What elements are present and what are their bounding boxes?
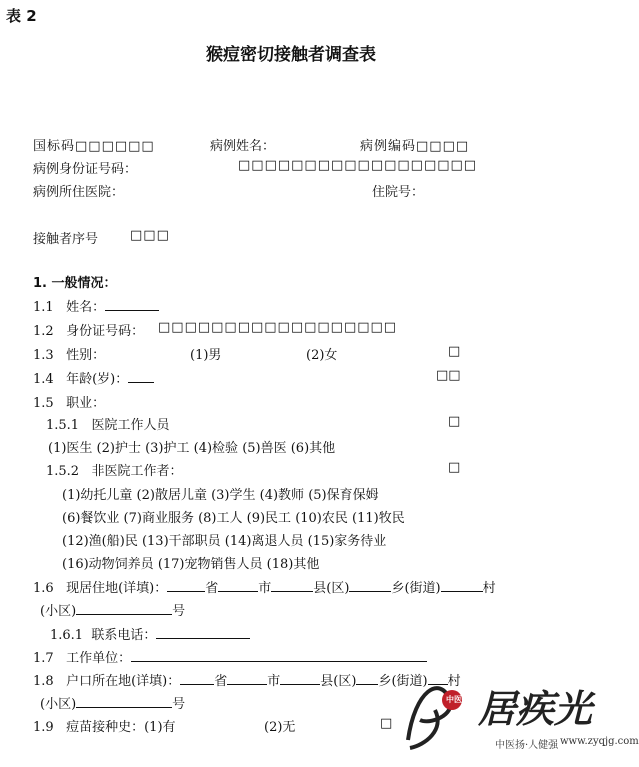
section-title: 1. 一般情况： bbox=[33, 276, 117, 291]
table-label: 表 2 bbox=[6, 7, 37, 25]
non-hospital-options-row: (12)渔(船)民 (13)干部职员 (14)离退人员 (15)家务待业 bbox=[62, 534, 387, 549]
city-label: 市 bbox=[258, 581, 272, 596]
q-label: 非医院工作者： bbox=[91, 464, 183, 479]
q-label: 职业： bbox=[66, 396, 106, 411]
q-num: 1.6.1 bbox=[50, 628, 84, 643]
town-label: 乡(街道) bbox=[391, 581, 441, 596]
q1-5-1 bbox=[46, 414, 170, 433]
q1-5 bbox=[33, 392, 105, 411]
q-num: 1.5.1 bbox=[46, 418, 80, 433]
town-label: 乡(街道) bbox=[378, 674, 428, 689]
village-label: 村 bbox=[447, 674, 461, 689]
page-title: 猴痘密切接触者调查表 bbox=[206, 45, 376, 65]
q-num: 1.4 bbox=[33, 372, 54, 387]
watermark-url: www.zyqjg.com bbox=[560, 736, 639, 747]
q-label: 联系电话： bbox=[91, 628, 157, 643]
province-label: 省 bbox=[214, 674, 228, 689]
id-boxes[interactable]: □□□□□□□□□□□□□□□□□□ bbox=[158, 320, 398, 335]
village-label: 村 bbox=[482, 581, 496, 596]
hospital-label: 病例所住医院： bbox=[33, 185, 125, 200]
q1-8-cont bbox=[40, 693, 185, 712]
county-label: 县(区) bbox=[320, 674, 357, 689]
q-num: 1.3 bbox=[33, 348, 54, 363]
q1-5-2 bbox=[46, 460, 183, 479]
city-field[interactable] bbox=[218, 579, 258, 592]
age-box[interactable]: □□ bbox=[436, 368, 461, 383]
q1-1 bbox=[33, 296, 159, 315]
name-field[interactable] bbox=[105, 298, 159, 311]
case-number: 病例编码□□□□ bbox=[360, 139, 470, 154]
q-num: 1.8 bbox=[33, 674, 54, 689]
workplace-field[interactable] bbox=[131, 649, 427, 662]
case-id-label: 病例身份证号码： bbox=[33, 162, 138, 177]
contact-seq-label: 接触者序号 bbox=[33, 232, 99, 247]
watermark-brand: 居疾光 bbox=[478, 686, 593, 731]
district-label: (小区) bbox=[40, 697, 77, 712]
national-code: 国标码□□□□□□ bbox=[33, 139, 155, 154]
vaccine-opt-2[interactable]: (2)无 bbox=[264, 720, 296, 735]
hospital-worker-options: (1)医生 (2)护士 (3)护工 (4)检验 (5)兽医 (6)其他 bbox=[48, 441, 336, 456]
q-label: 工作单位： bbox=[66, 651, 132, 666]
admission-no-label: 住院号： bbox=[372, 185, 425, 200]
q-label: 身份证号码： bbox=[66, 324, 145, 339]
county-label: 县(区) bbox=[313, 581, 350, 596]
case-name-label: 病例姓名： bbox=[210, 139, 276, 154]
gender-opt-2[interactable]: (2)女 bbox=[306, 348, 338, 363]
vaccine-opt-1[interactable]: (1)有 bbox=[144, 720, 176, 735]
q-num: 1.6 bbox=[33, 581, 54, 596]
no-label: 号 bbox=[172, 604, 186, 619]
q-label: 性别： bbox=[66, 348, 106, 363]
q-label: 现居住地(详填)： bbox=[66, 581, 168, 596]
q-num: 1.5 bbox=[33, 396, 54, 411]
house-no-field[interactable] bbox=[76, 695, 172, 708]
non-hospital-options-row: (16)动物饲养员 (17)宠物销售人员 (18)其他 bbox=[62, 557, 320, 572]
gender-opt-1[interactable]: (1)男 bbox=[190, 348, 222, 363]
non-hospital-options-row: (6)餐饮业 (7)商业服务 (8)工人 (9)民工 (10)农民 (11)牧民 bbox=[62, 511, 405, 526]
province-label: 省 bbox=[205, 581, 219, 596]
county-field[interactable] bbox=[280, 672, 320, 685]
case-id-boxes: □□□□□□□□□□□□□□□□□□ bbox=[238, 158, 478, 173]
q1-6-cont bbox=[40, 600, 185, 619]
hospital-worker-box[interactable]: □ bbox=[448, 414, 461, 429]
watermark-seal: 中医 bbox=[446, 694, 462, 704]
q1-9 bbox=[33, 716, 176, 735]
town-field[interactable] bbox=[356, 672, 378, 685]
county-field[interactable] bbox=[271, 579, 313, 592]
watermark-slogan: 中医扬·人健强 bbox=[495, 740, 559, 751]
vaccine-box[interactable]: □ bbox=[380, 716, 393, 731]
q1-6-1 bbox=[50, 624, 250, 643]
age-field[interactable] bbox=[128, 370, 154, 383]
province-field[interactable] bbox=[167, 579, 205, 592]
contact-seq-boxes: □□□ bbox=[130, 228, 170, 243]
q1-2 bbox=[33, 320, 144, 339]
non-hospital-options-row: (1)幼托儿童 (2)散居儿童 (3)学生 (4)教师 (5)保育保姆 bbox=[62, 488, 379, 503]
q-label: 户口所在地(详填)： bbox=[66, 674, 181, 689]
house-no-field[interactable] bbox=[76, 602, 172, 615]
q1-3 bbox=[33, 344, 105, 363]
gender-box[interactable]: □ bbox=[448, 344, 461, 359]
q1-8 bbox=[33, 670, 461, 689]
non-hospital-box[interactable]: □ bbox=[448, 460, 461, 475]
district-label: (小区) bbox=[40, 604, 77, 619]
q-label: 姓名： bbox=[66, 300, 106, 315]
town-field[interactable] bbox=[349, 579, 391, 592]
city-field[interactable] bbox=[227, 672, 267, 685]
q-num: 1.2 bbox=[33, 324, 54, 339]
province-field[interactable] bbox=[180, 672, 214, 685]
q-label: 年龄(岁)： bbox=[66, 372, 129, 387]
q-num: 1.1 bbox=[33, 300, 54, 315]
no-label: 号 bbox=[172, 697, 186, 712]
q-label: 痘苗接种史： bbox=[66, 720, 145, 735]
q1-6 bbox=[33, 577, 496, 596]
city-label: 市 bbox=[267, 674, 281, 689]
phone-field[interactable] bbox=[156, 626, 250, 639]
q-label: 医院工作人员 bbox=[91, 418, 170, 433]
q-num: 1.7 bbox=[33, 651, 54, 666]
q-num: 1.5.2 bbox=[46, 464, 80, 479]
q-num: 1.9 bbox=[33, 720, 54, 735]
q1-7 bbox=[33, 647, 427, 666]
watermark bbox=[400, 670, 639, 763]
q1-4 bbox=[33, 368, 154, 387]
village-field[interactable] bbox=[441, 579, 483, 592]
